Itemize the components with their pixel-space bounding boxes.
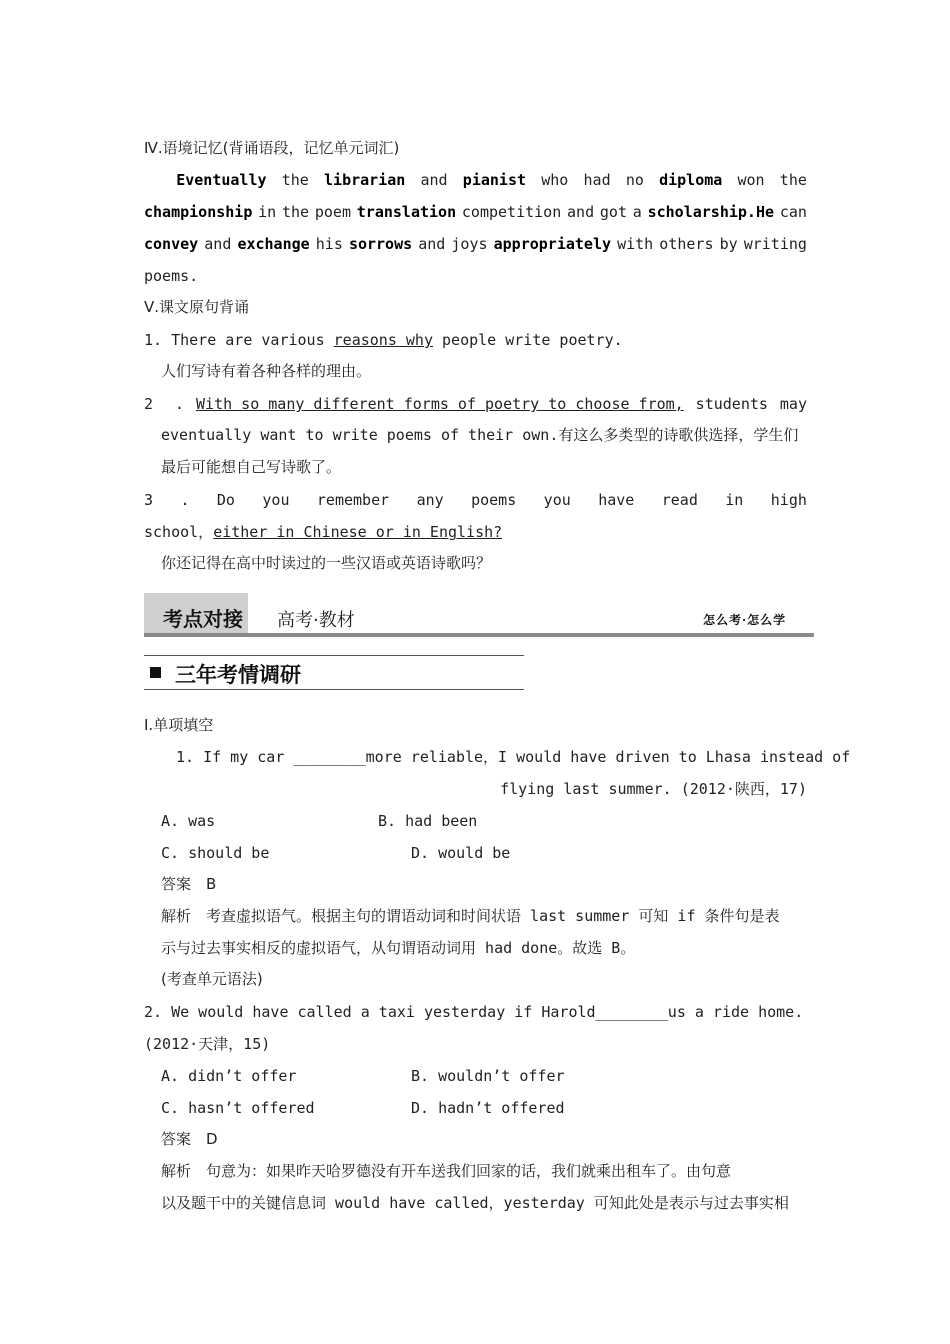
- word: by: [719, 235, 738, 253]
- q2-option-d: D. hadn’t offered: [411, 1099, 565, 1117]
- part4-heading: Ⅳ.语境记忆(背诵语段，记忆单元词汇): [144, 139, 400, 157]
- sentence-1-translation: 人们写诗有着各种各样的理由。: [161, 362, 372, 380]
- vocab-word: appropriately: [493, 235, 612, 253]
- word: poem: [314, 203, 351, 221]
- word: Do: [216, 491, 235, 509]
- vocab-word: translation: [356, 203, 457, 221]
- q2-explanation-line2: 以及题干中的关键信息词 would have called，yesterday 可知此处是表示与过去事实相: [161, 1194, 789, 1212]
- vocab-word: pianist: [462, 171, 527, 189]
- word: any: [416, 491, 444, 509]
- banner-tagline: 怎么考·怎么学: [703, 613, 787, 627]
- q1-stem-line1: 1. If my car ________more reliable，I would have driven to Lhasa instead of: [176, 748, 851, 766]
- word: his: [315, 235, 343, 253]
- word: won: [737, 171, 765, 189]
- banner-subtitle: 高考·教材: [277, 610, 355, 631]
- sentence-text: school，: [144, 523, 214, 541]
- underlined-phrase: reasons why: [333, 331, 433, 349]
- sentence-1: [144, 330, 807, 350]
- q1-option-d: D. would be: [411, 844, 511, 862]
- word: have: [598, 491, 635, 509]
- vocab-word: sorrows: [348, 235, 413, 253]
- word: can: [779, 203, 807, 221]
- part4-line1: [144, 170, 807, 190]
- word: you: [543, 491, 571, 509]
- q2-stem-line1: 2. We would have called a taxi yesterday if Harold________us a ride home.: [144, 1003, 804, 1021]
- sentence-2-line3: 最后可能想自己写诗歌了。: [161, 458, 342, 476]
- part4-line2: [144, 202, 807, 222]
- sentence-2-line1: [144, 394, 807, 414]
- vocab-word: librarian: [324, 171, 406, 189]
- sentence-text: people write poetry.: [433, 331, 623, 349]
- section-rule-top: [144, 655, 524, 656]
- item-dot: .: [180, 491, 190, 509]
- word: no: [625, 171, 644, 189]
- word: and: [418, 235, 446, 253]
- q1-explanation-line2: 示与过去事实相反的虚拟语气，从句谓语动词用 had done。故选 B。: [161, 939, 636, 957]
- item-number: 3: [144, 491, 154, 509]
- word: in: [725, 491, 744, 509]
- q1-option-c: C. should be: [161, 844, 270, 862]
- word: a: [632, 203, 642, 221]
- part4-line3: [144, 234, 807, 254]
- q2-option-b: B. wouldn’t offer: [411, 1067, 565, 1085]
- vocab-word: exchange: [237, 235, 310, 253]
- q1-option-a: A. was: [161, 812, 216, 830]
- vocab-word: diploma: [659, 171, 723, 189]
- question-heading: Ⅰ.单项填空: [144, 716, 214, 734]
- part4-line4: poems.: [144, 267, 199, 285]
- word: the: [281, 171, 309, 189]
- word: and: [420, 171, 448, 189]
- q2-answer: 答案 D: [161, 1130, 218, 1148]
- section-title: 三年考情调研: [175, 663, 301, 687]
- q2-option-c: C. hasn’t offered: [161, 1099, 315, 1117]
- word: competition: [461, 203, 562, 221]
- section-rule-bottom: [144, 689, 524, 690]
- sentence-3-translation: 你还记得在高中时读过的一些汉语或英语诗歌吗？: [161, 554, 492, 572]
- word: and: [204, 235, 232, 253]
- q1-stem-line2: flying last summer. (2012·陕西，17): [500, 780, 807, 798]
- word: students: [695, 395, 768, 413]
- word: poems: [471, 491, 517, 509]
- banner-rule: [144, 633, 814, 637]
- q2-option-a: A. didn’t offer: [161, 1067, 297, 1085]
- underlined-phrase: With so many different forms of poetry to choose from,: [196, 395, 684, 413]
- sentence-3-line1: [144, 490, 807, 510]
- word: you: [262, 491, 290, 509]
- banner-title: 考点对接: [163, 607, 243, 631]
- item-number: 2: [144, 395, 154, 413]
- part5-heading: Ⅴ.课文原句背诵: [144, 298, 250, 316]
- word: the: [282, 203, 310, 221]
- word: writing: [743, 235, 807, 253]
- word: the: [779, 171, 807, 189]
- q1-option-b: B. had been: [378, 812, 478, 830]
- vocab-word: convey: [144, 235, 199, 253]
- word: who: [541, 171, 569, 189]
- word: read: [661, 491, 698, 509]
- word: got: [599, 203, 627, 221]
- sentence-text: 1. There are various: [144, 331, 334, 349]
- item-dot: .: [175, 395, 185, 413]
- square-bullet-icon: [150, 667, 161, 678]
- word: joys: [451, 235, 488, 253]
- sentence-3-line2: [144, 522, 807, 542]
- word: had: [583, 171, 611, 189]
- sentence-2-line2: eventually want to write poems of their own.有这么多类型的诗歌供选择，学生们: [161, 426, 799, 444]
- q1-note: (考查单元语法): [161, 970, 263, 988]
- word: with: [617, 235, 654, 253]
- underlined-phrase: either in Chinese or in English?: [213, 523, 503, 541]
- vocab-word: Eventually: [176, 171, 267, 189]
- word: high: [770, 491, 807, 509]
- word: may: [779, 395, 807, 413]
- vocab-word: championship: [144, 203, 253, 221]
- q1-answer: 答案 B: [161, 875, 217, 893]
- q1-explanation-line1: 解析 考查虚拟语气。根据主句的谓语动词和时间状语 last summer 可知 if 条件句是表: [161, 907, 780, 925]
- word: remember: [316, 491, 390, 509]
- q2-explanation-line1: 解析 句意为：如果昨天哈罗德没有开车送我们回家的话，我们就乘出租车了。由句意: [161, 1162, 732, 1180]
- q2-stem-line2: (2012·天津，15): [144, 1035, 271, 1053]
- word: and: [567, 203, 595, 221]
- word: others: [659, 235, 714, 253]
- vocab-word: scholarship.He: [647, 203, 775, 221]
- word: in: [258, 203, 277, 221]
